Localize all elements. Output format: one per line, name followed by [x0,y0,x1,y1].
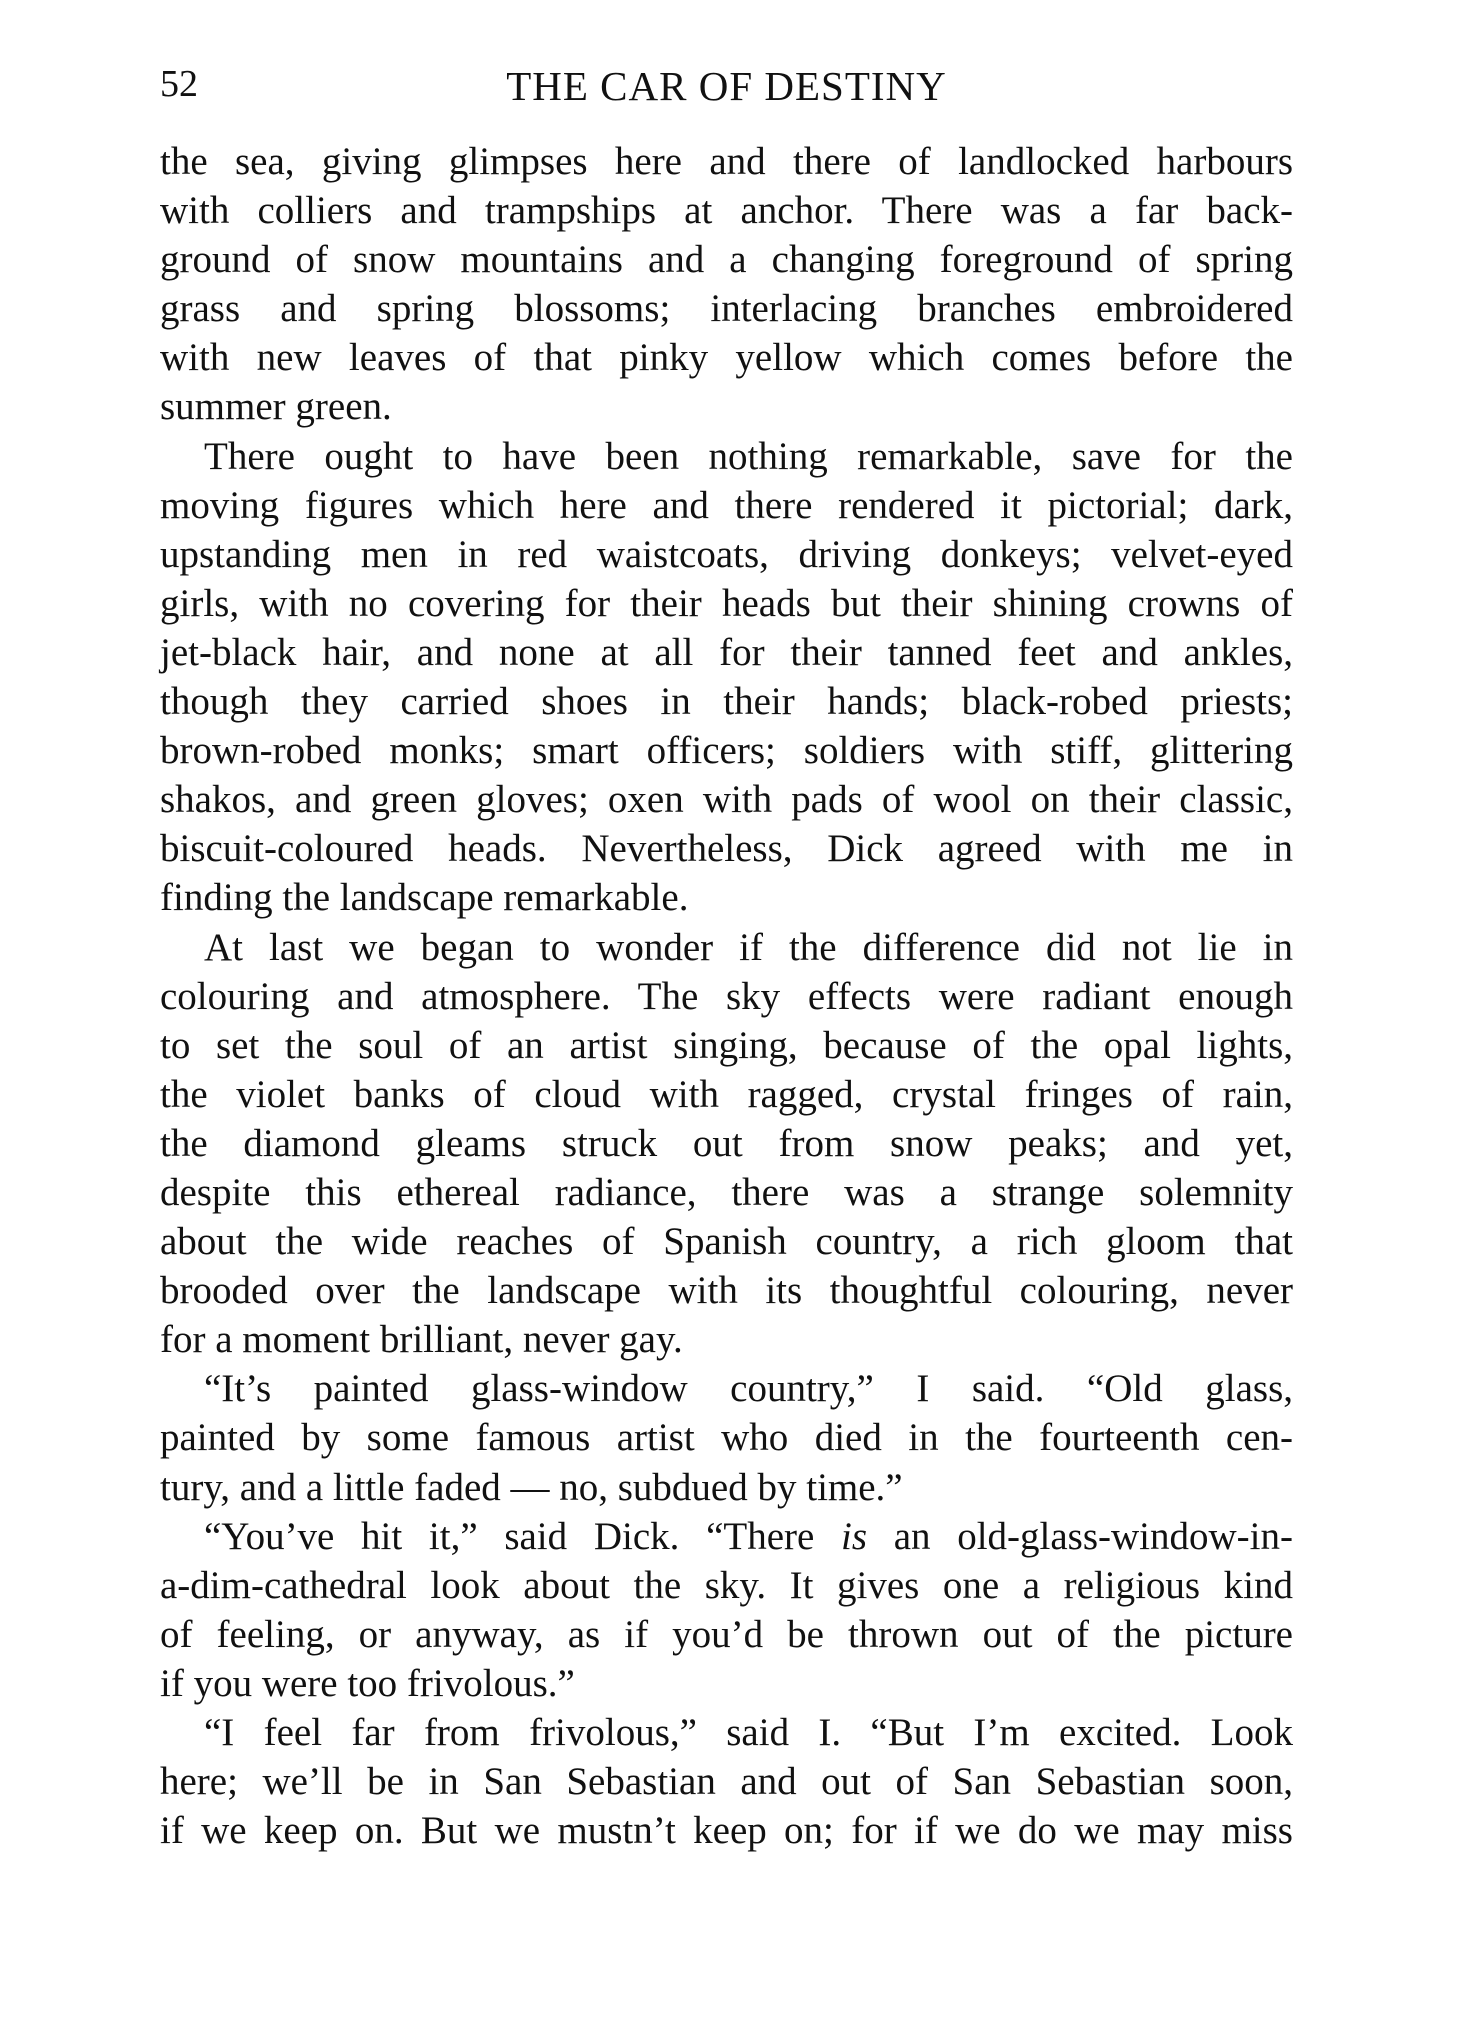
text-line: moving figures which here and there rendered it pictorial; dark, [160,483,1293,527]
text-line: though they carried shoes in their hands; black-robed priests; [160,680,1293,724]
text-line: tury, and a little faded — no, subdued by time.” [160,1465,903,1509]
text-span: “You’ve hit it,” said Dick. “There [204,1514,841,1558]
page-number: 52 [160,63,198,105]
text-line: shakos, and green gloves; oxen with pads of wool on their classic, [160,778,1293,822]
paragraph [160,1708,1293,1855]
text-line: here; we’ll be in San Sebastian and out of San Sebastian soon, [160,1760,1293,1804]
text-line: There ought to have been nothing remarkable, save for the [204,434,1293,478]
text-line: with colliers and trampships at anchor. There was a far back- [160,189,1293,233]
text-line: summer green. [160,385,392,429]
text-line: painted by some famous artist who died in the fourteenth cen- [160,1416,1293,1460]
text-line: to set the soul of an artist singing, because of the opal lights, [160,1023,1293,1067]
text-line: of feeling, or anyway, as if you’d be thrown out of the picture [160,1612,1293,1656]
text-line: “It’s painted glass-window country,” I said. “Old glass, [204,1367,1293,1411]
running-header [160,62,1293,112]
text-line: a-dim-cathedral look about the sky. It gives one a religious kind [160,1563,1293,1607]
text-line: for a moment brilliant, never gay. [160,1318,683,1362]
text-line: At last we began to wonder if the difference did not lie in [204,925,1293,969]
paragraph [160,1364,1293,1511]
text-line: brown-robed monks; smart officers; soldiers with stiff, glittering [160,729,1293,773]
paragraph [160,923,1293,1365]
text-line: the diamond gleams struck out from snow peaks; and yet, [160,1121,1293,1165]
text-line: jet-black hair, and none at all for their tanned feet and ankles, [160,630,1293,674]
text-line: finding the landscape remarkable. [160,876,689,920]
paragraph [160,1512,1293,1708]
italic-text: is [841,1514,868,1558]
text-line: ground of snow mountains and a changing foreground of spring [160,238,1293,282]
text-line: biscuit-coloured heads. Nevertheless, Dick agreed with me in [160,827,1293,871]
text-line: if you were too frivolous.” [160,1661,575,1705]
text-line: “I feel far from frivolous,” said I. “But I’m excited. Look [204,1711,1293,1754]
paragraph [160,432,1293,923]
text-line: upstanding men in red waistcoats, driving donkeys; velvet-eyed [160,532,1293,576]
text-line: about the wide reaches of Spanish country, a rich gloom that [160,1220,1293,1264]
text-line: the sea, giving glimpses here and there of landlocked harbours [160,140,1293,183]
text-line: the violet banks of cloud with ragged, crystal fringes of rain, [160,1072,1293,1116]
running-title: THE CAR OF DESTINY [506,63,947,109]
text-line [160,1512,1293,1561]
text-line: despite this ethereal radiance, there was a strange solemnity [160,1170,1293,1214]
text-line: brooded over the landscape with its thoughtful colouring, never [160,1269,1293,1313]
page-body [160,137,1293,1855]
text-line: with new leaves of that pinky yellow which comes before the [160,336,1293,380]
text-line: if we keep on. But we mustn’t keep on; for if we do we may miss [160,1809,1293,1853]
paragraph [160,137,1293,432]
text-line: grass and spring blossoms; interlacing branches embroidered [160,287,1293,331]
text-span: an old-glass-window-in- [867,1514,1293,1558]
text-line: colouring and atmosphere. The sky effects were radiant enough [160,974,1293,1018]
text-line: girls, with no covering for their heads but their shining crowns of [160,581,1293,625]
